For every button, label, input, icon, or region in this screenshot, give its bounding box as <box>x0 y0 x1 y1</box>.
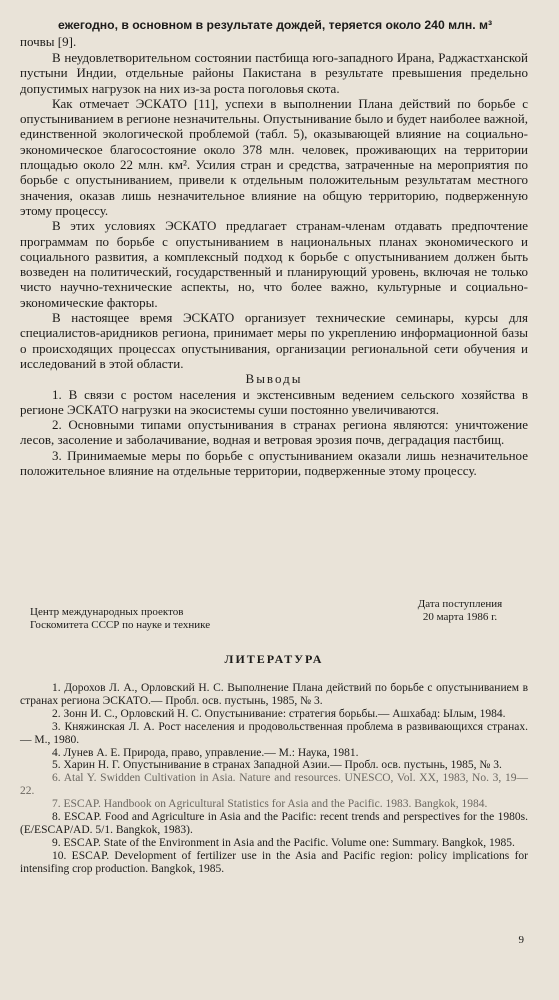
conclusion-item: 3. Принимаемые меры по борьбе с опустыниванием оказали лишь незначительное положительное влияние на отдельные территории, подверженные этому процессу. <box>20 447 528 479</box>
conclusion-item: 2. Основными типами опустынивания в странах региона являются: уничтожение лесов, засоление и заболачивание, водная и ветровая эрозия почв, деградация пастбищ. <box>20 417 528 448</box>
institution <box>30 606 290 632</box>
institution-line: Госкомитета СССР по науке и технике <box>30 619 211 631</box>
received-date <box>400 598 520 624</box>
conclusions-heading: Выводы <box>245 371 303 387</box>
reference-item: 9. ESCAP. State of the Environment in Asia and the Pacific. Volume one: Summary. Bangkok, 1985. <box>52 836 515 849</box>
paragraph: В настоящее время ЭСКАТО организует технические семинары, курсы для специалистов-аридников региона, принимает меры по укреплению информационной базы о происходящих процессах опустынивания, организации региональной сети обучения и исследований в этой области. <box>20 310 528 371</box>
received-value: 20 марта 1986 г. <box>422 611 498 623</box>
paragraph: В этих условиях ЭСКАТО предлагает странам-членам отдавать предпочтение программам по борьбе с опустыниванием в национальных планах экономического и социального развития, а комплексный подход к борьбе с опустыниванием должен быть возведен на политический, государственный и планирующий уровень, включая не только чисто научно-технические аспекты, но, что более важно, культурные и социально-экономические факторы. <box>20 218 528 310</box>
reference-item: 5. Харин Н. Г. Опустынивание в странах Западной Азии.— Пробл. осв. пустынь, 1985, № 3. <box>52 759 502 772</box>
reference-item: 6. Atal Y. Swidden Cultivation in Asia. Nature and resources. UNESCO, Vol. XX, 1983, No. 3, 19—22. <box>20 772 528 798</box>
reference-item: 10. ESCAP. Development of fertilizer use in the Asia and Pacific region: policy implications for intensifing crop production. Bangkok, 1985. <box>20 849 528 875</box>
reference-item: 4. Лунев А. Е. Природа, право, управление.— М.: Наука, 1981. <box>52 746 359 759</box>
lead-line: ежегодно, в основном в результате дождей, теряется около 240 млн. м³ <box>58 18 493 32</box>
paragraph: Как отмечает ЭСКАТО [11], успехи в выполнении Плана действий по борьбе с опустыниванием в регионе незначительны. Опустынивание было и будет наиболее важной, единственной экологической проблемой (табл. 5), оказывающей влияние на социально-экономическое благосостояние около 378 млн. человек, проживающих на территории площадью около 22 млн. км². Усилия стран и средства, затраченные на мероприятия по борьбе с опустыниванием, привели к отдельным положительным результатам местного значения, оказав лишь незначительное влияние на общую территорию, подверженную этому процессу. <box>20 95 528 218</box>
reference-item: 8. ESCAP. Food and Agriculture in Asia and the Pacific: recent trends and perspectives for the 1980s. (E/ESCAP/AD. 5/1. Bangkok, 1983). <box>20 811 528 836</box>
body-text <box>20 50 528 478</box>
conclusion-item: 1. В связи с ростом населения и экстенсивным ведением сельского хозяйства в регионе ЭСКАТО нагрузки на экосистемы суши постоянно увеличиваются. <box>20 386 528 417</box>
reference-item: 3. Княжинская Л. А. Рост населения и продовольственная проблема в развивающихся странах.— М., 1980. <box>20 720 528 746</box>
received-label: Дата поступления <box>417 598 503 610</box>
reference-item: 2. Зонн И. С., Орловский Н. С. Опустынивание: стратегия борьбы.— Ашхабад: Ылым, 1984. <box>52 707 506 720</box>
literature-title: ЛИТЕРАТУРА <box>224 652 324 666</box>
lead-line-tail: почвы [9]. <box>20 34 77 49</box>
institution-line: Центр международных проектов <box>30 606 184 618</box>
reference-item: 1. Дорохов Л. А., Орловский Н. С. Выполнение Плана действий по борьбе с опустыниванием в странах региона ЭСКАТО.— Пробл. осв. пустынь, 1985, № 3. <box>20 682 528 707</box>
reference-item: 7. ESCAP. Handbook on Agricultural Statistics for Asia and the Pacific. 1983. Bangkok, 1984. <box>52 798 488 811</box>
page-number: 9 <box>518 934 524 946</box>
reference-list <box>20 682 528 876</box>
paragraph: В неудовлетворительном состоянии пастбища юго-западного Ирана, Раджастханской пустыни Индии, отдельные районы Пакистана в результате превышения предельно допустимых нагрузок на них из-за роста поголовья скота. <box>20 50 528 96</box>
